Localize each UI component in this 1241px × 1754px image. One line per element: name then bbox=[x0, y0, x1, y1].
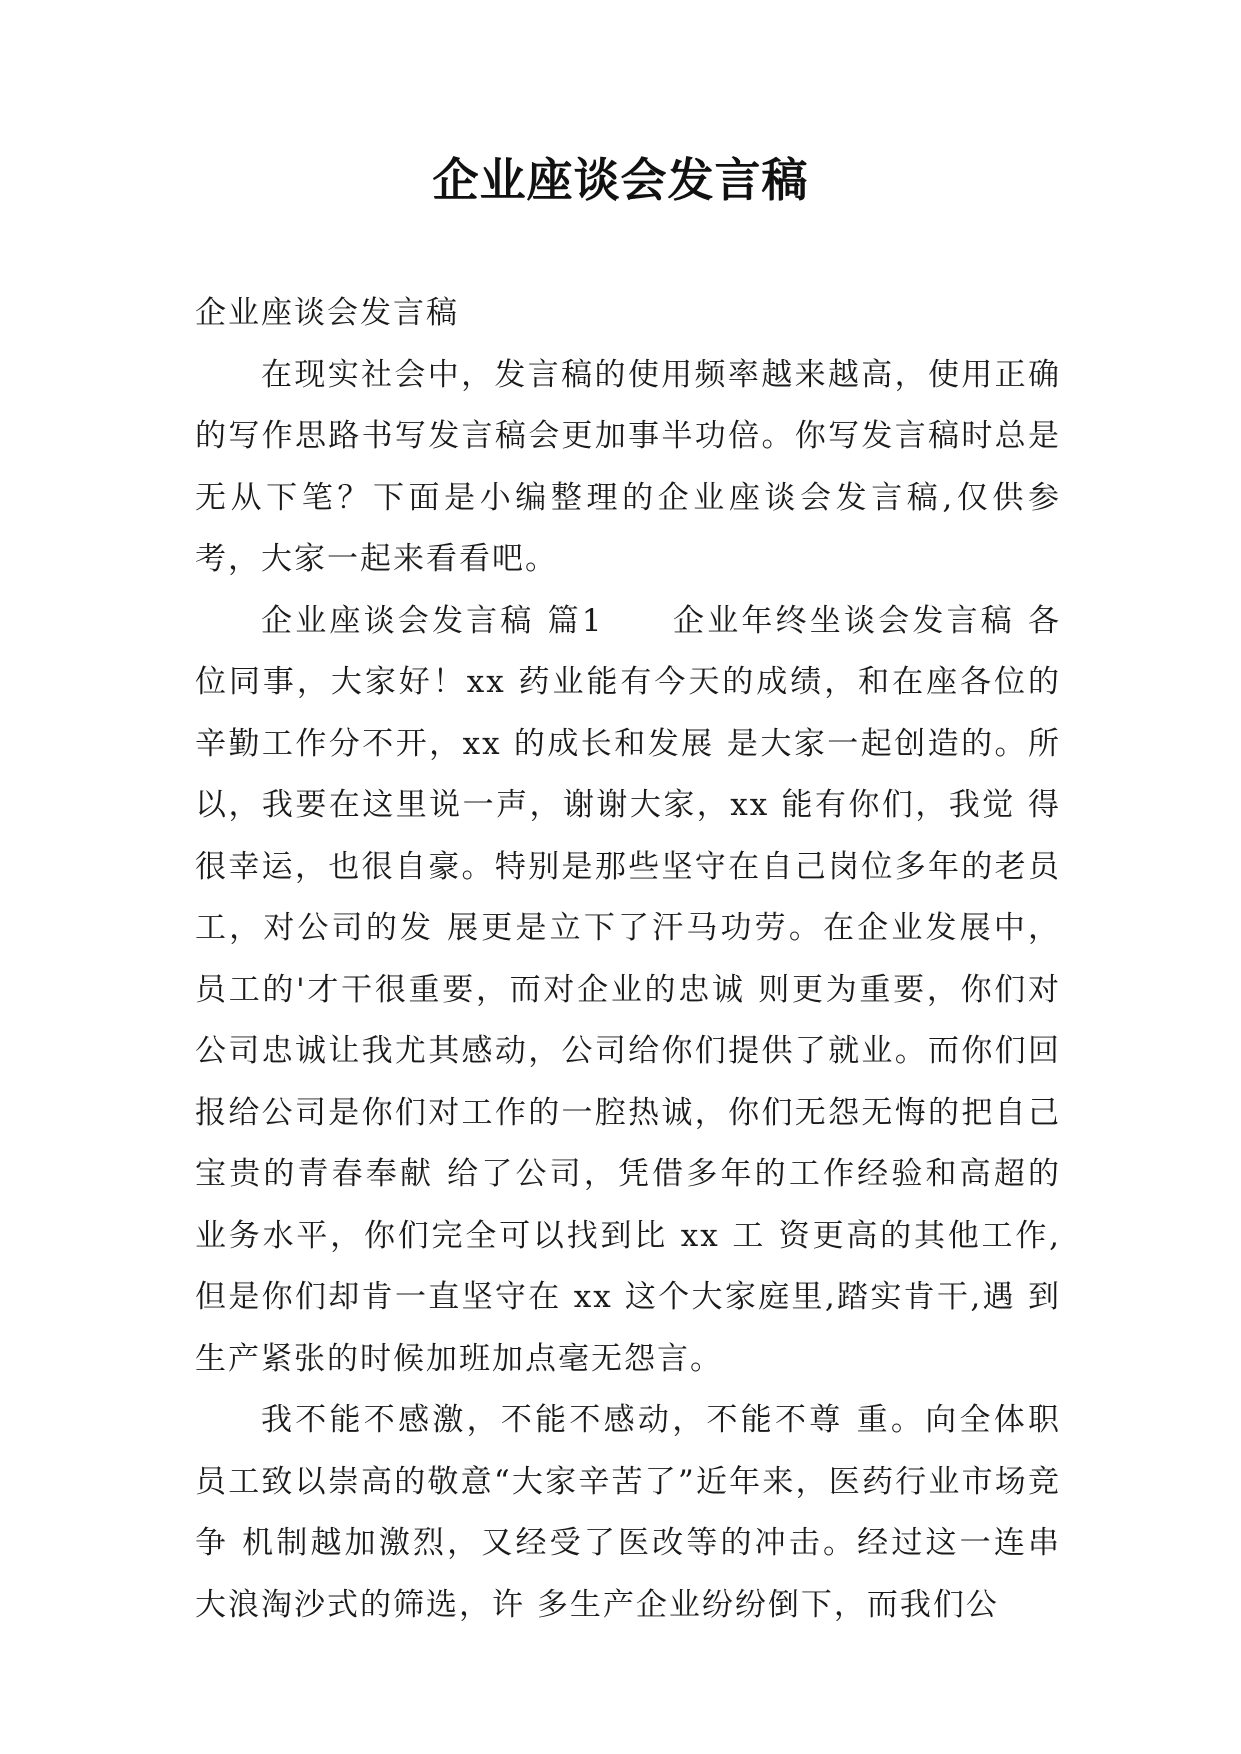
document-title: 企业座谈会发言稿 bbox=[432, 153, 809, 207]
document-subtitle: 企业座谈会发言稿 bbox=[195, 295, 459, 331]
document-body bbox=[195, 283, 1061, 1636]
paragraph-speech-1: 企业座谈会发言稿 篇1 企业年终坐谈会发言稿 各位同事，大家好！xx 药业能有今天的成绩，和在座各位的辛勤工作分不开，xx 的成长和发展 是大家一起创造的。所以，我要在这里说一声，谢谢大家，xx 能有你们，我觉 得很幸运，也很自豪。特别是那些坚守在自己岗位多年的老员工，对公司的发 展更是立下了汗马功劳。在企业发展中，员工的'才干很重要，而对企业的忠诚 则更为重要，你们对公司忠诚让我尤其感动，公司给你们提供了就业。而你们回报给公司是你们对工作的一腔热诚，你们无怨无悔的把自己宝贵的青春奉献 给了公司，凭借多年的工作经验和高超的业务水平，你们完全可以找到比 xx 工 资更高的其他工作,但是你们却肯一直坚守在 xx 这个大家庭里,踏实肯干,遇 到生产紧张的时候加班加点毫无怨言。 bbox=[195, 602, 1061, 1377]
paragraph-intro: 在现实社会中，发言稿的使用频率越来越高，使用正确的写作思路书写发言稿会更加事半功倍。你写发言稿时总是无从下笔？下面是小编整理的企业座谈会发言稿,仅供参考，大家一起来看看吧。 bbox=[195, 356, 1061, 577]
paragraph-speech-2: 我不能不感激，不能不感动，不能不尊 重。向全体职员工致以崇高的敬意“大家辛苦了”近年来，医药行业市场竞争 机制越加激烈，又经受了医改等的冲击。经过这一连串大浪淘沙式的筛选，许 多生产企业纷纷倒下，而我们公 bbox=[195, 1402, 1061, 1623]
